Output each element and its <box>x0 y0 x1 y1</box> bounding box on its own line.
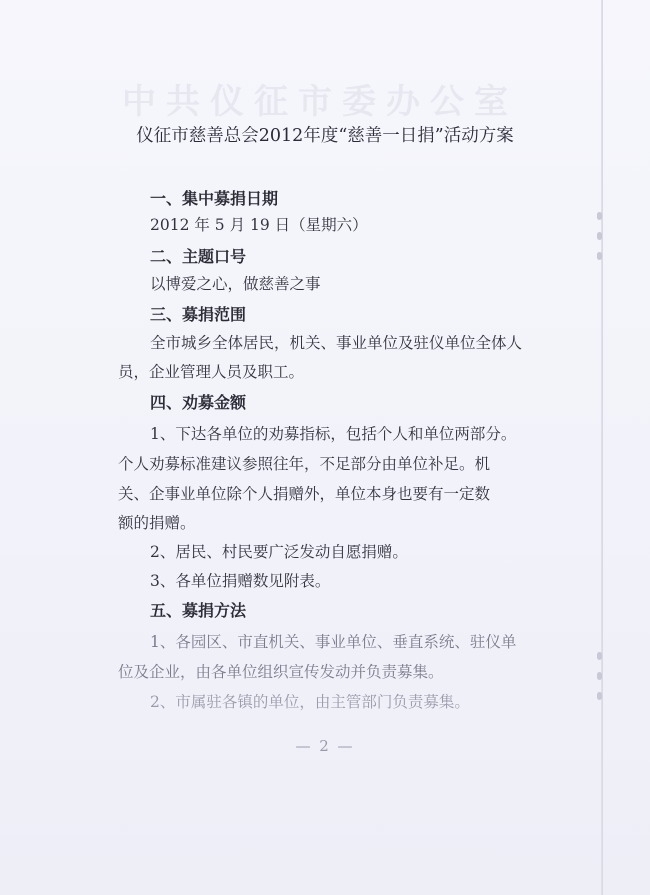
section-text-amount: 1、下达各单位的劝募指标，包括个人和单位两部分。 <box>150 425 517 443</box>
binding-hole <box>597 672 602 680</box>
section-text-scope: 全市城乡全体居民，机关、事业单位及驻仪单位全体人 <box>150 334 523 352</box>
section-text-method: 2、市属驻各镇的单位，由主管部门负责募集。 <box>150 693 470 711</box>
binding-hole <box>597 212 602 220</box>
section-heading-method: 五、募捐方法 <box>150 601 247 620</box>
section-text-scope: 员，企业管理人员及职工。 <box>118 363 305 381</box>
section-text-method: 位及企业，由各单位组织宣传发动并负责募集。 <box>118 663 444 681</box>
section-heading-scope: 三、募捐范围 <box>150 305 247 324</box>
section-heading-slogan: 二、主题口号 <box>150 247 247 266</box>
section-heading-date: 一、集中募捐日期 <box>150 189 279 208</box>
section-heading-amount: 四、劝募金额 <box>150 393 247 412</box>
section-text-method: 1、各园区、市直机关、事业单位、垂直系统、驻仪单 <box>150 633 517 651</box>
binding-hole <box>597 692 602 700</box>
section-text-amount: 3、各单位捐赠数见附表。 <box>150 572 331 590</box>
section-text-amount: 额的捐赠。 <box>118 514 196 532</box>
page-number: — 2 — <box>295 737 355 755</box>
binding-hole <box>597 252 602 260</box>
section-text-date: 2012 年 5 月 19 日（星期六） <box>150 216 368 234</box>
document-title: 仪征市慈善总会2012年度“慈善一日捐”活动方案 <box>136 126 514 146</box>
section-text-amount: 个人劝募标准建议参照往年，不足部分由单位补足。机 <box>118 455 491 473</box>
section-text-amount: 2、居民、村民要广泛发动自愿捐赠。 <box>150 543 408 561</box>
binding-hole <box>597 232 602 240</box>
binding-hole <box>597 652 602 660</box>
section-text-slogan: 以博爱之心，做慈善之事 <box>150 275 321 293</box>
bleed-through-header: 中共仪征市委办公室 <box>122 82 518 122</box>
section-text-amount: 关、企事业单位除个人捐赠外，单位本身也要有一定数 <box>118 485 491 503</box>
